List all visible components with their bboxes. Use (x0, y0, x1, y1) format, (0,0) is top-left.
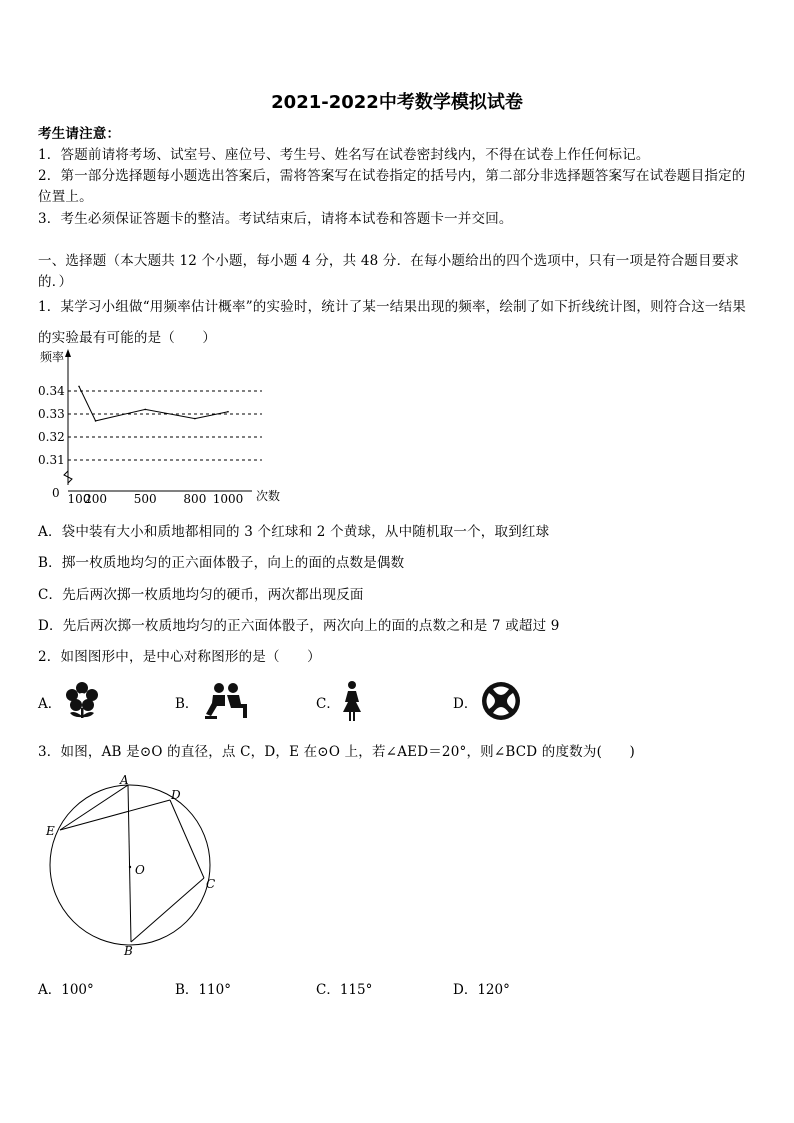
circle-geometry-figure (40, 770, 230, 965)
frequency-series-line (79, 386, 228, 421)
point-o-label: O (135, 863, 145, 877)
data-point (194, 418, 196, 420)
y-tick-label: 0.34 (38, 384, 65, 398)
point-a-label: A (120, 773, 129, 787)
chart-origin: 0 (52, 486, 60, 500)
x-tick-label: 1000 (212, 492, 244, 506)
point-c-label: C (206, 877, 216, 891)
two-people-sitting-icon (203, 682, 253, 720)
q1-stem-cont: 的实验最有可能的是（ ） (38, 330, 217, 346)
q3-option-a: A．100° (38, 982, 94, 998)
data-point (78, 386, 80, 388)
notice-item-2: 2．第一部分选择题每小题选出答案后，需将答案写在试卷指定的括号内，第二部分非选择题答案写在试卷题目指定的 (38, 168, 746, 184)
chord-dc (170, 800, 204, 878)
q2-option-d-label: D． (453, 696, 478, 712)
section-heading: 一、选择题（本大题共 12 个小题，每小题 4 分，共 48 分．在每小题给出的四个选项中，只有一项是符合题目要求 (38, 253, 740, 269)
notice-heading: 考生请注意： (38, 126, 121, 142)
x-tick-label: 800 (183, 492, 207, 506)
frequency-line-chart (30, 345, 300, 510)
chord-ed (60, 800, 170, 830)
notice-item-1: 1．答题前请将考场、试室号、座位号、考生号、姓名写在试卷密封线内，不得在试卷上作任何标记。 (38, 147, 650, 163)
page-title: 2021-2022中考数学模拟试卷 (271, 92, 523, 113)
q1-option-b: B．掷一枚质地均匀的正六面体骰子，向上的面的点数是偶数 (38, 555, 405, 571)
notice-item-2-cont: 位置上。 (38, 189, 93, 205)
chart-ylabel: 频率 (40, 350, 65, 364)
data-point (227, 411, 229, 413)
q3-stem: 3．如图，AB 是⊙O 的直径，点 C，D，E 在⊙O 上，若∠AED＝20°，则∠BCD 的度数为( ) (38, 744, 635, 760)
center-point (129, 866, 131, 868)
chord-ae (60, 785, 128, 830)
x-tick-label: 100 (67, 492, 91, 506)
q2-option-c-label: C． (316, 696, 340, 712)
point-d-label: D (171, 788, 181, 802)
notice-item-3: 3．考生必须保证答题卡的整洁。考试结束后，请将本试卷和答题卡一并交回。 (38, 211, 513, 227)
q3-option-c: C．115° (316, 982, 373, 998)
y-axis-arrow (65, 349, 71, 357)
section-heading-cont: 的．） (38, 274, 73, 290)
y-tick-label: 0.32 (38, 430, 65, 444)
woman-figure-icon (340, 680, 364, 722)
flower-icon (64, 680, 100, 720)
y-tick-label: 0.31 (38, 453, 65, 467)
q2-option-a-label: A． (38, 696, 62, 712)
data-point (144, 409, 146, 411)
chart-xlabel: 次数 (256, 489, 281, 503)
x-tick-label: 500 (133, 492, 157, 506)
point-e-label: E (46, 824, 55, 838)
q1-option-a: A．袋中装有大小和质地都相同的 3 个红球和 2 个黄球，从中随机取一个，取到红球 (38, 524, 550, 540)
diameter-ab (128, 785, 131, 942)
q1-stem: 1．某学习小组做“用频率估计概率”的实验时，统计了某一结果出现的频率，绘制了如下折线统计图，则符合这一结果 (38, 299, 746, 315)
circle-x-emblem-icon (480, 680, 522, 722)
data-point (95, 420, 97, 422)
q2-option-b-label: B． (175, 696, 199, 712)
y-tick-label: 0.33 (38, 407, 65, 421)
chord-cb (131, 878, 204, 942)
q3-option-b: B．110° (175, 982, 231, 998)
q2-stem: 2．如图图形中，是中心对称图形的是（ ） (38, 649, 321, 665)
q3-option-d: D．120° (453, 982, 510, 998)
q1-option-c: C．先后两次掷一枚质地均匀的硬币，两次都出现反面 (38, 587, 364, 603)
q1-option-d: D．先后两次掷一枚质地均匀的正六面体骰子，两次向上的面的点数之和是 7 或超过 9 (38, 618, 560, 634)
point-b-label: B (124, 944, 133, 958)
x-tick-label: 200 (84, 492, 108, 506)
